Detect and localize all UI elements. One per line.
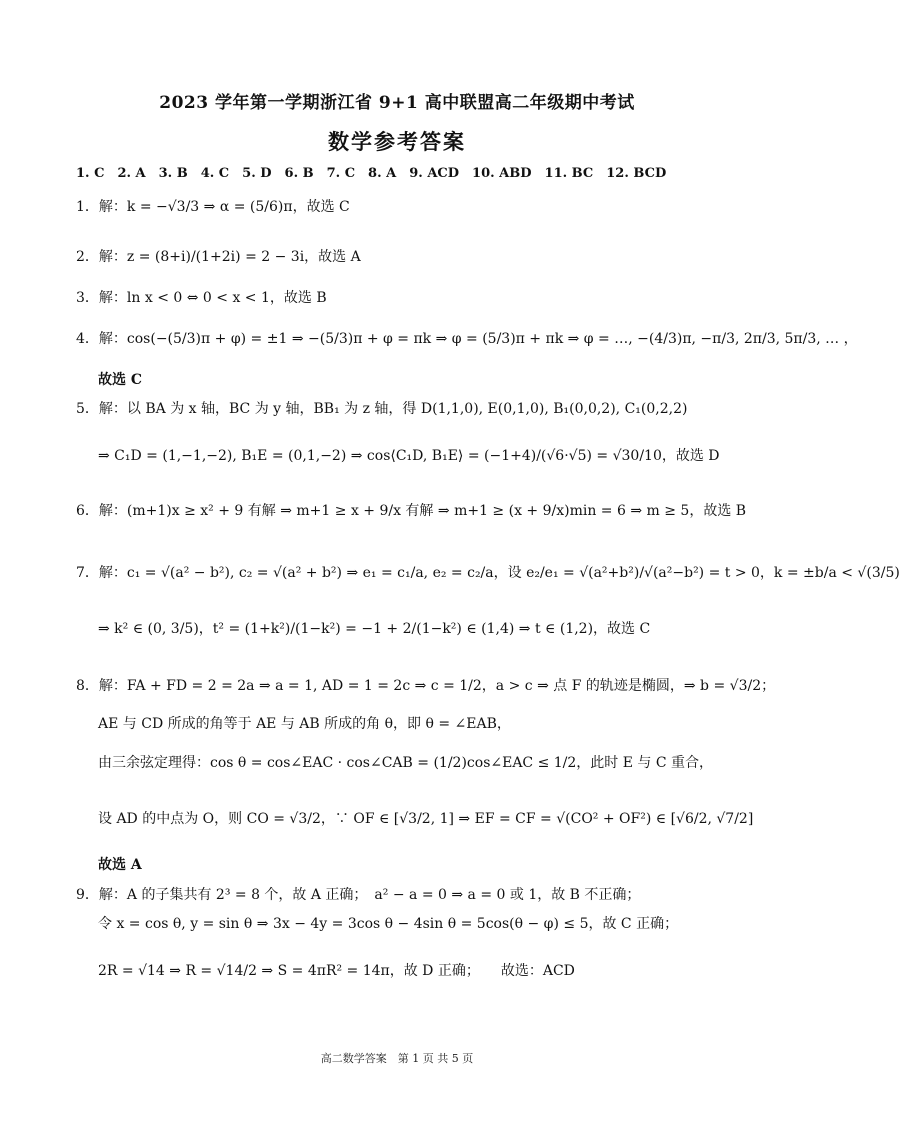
page-footer: 高二数学答案 第 1 页 共 5 页 [320, 1052, 474, 1065]
solution-q6: 6．解：(m+1)x ≥ x² + 9 有解 ⇒ m+1 ≥ x + 9/x 有解 ⇒ m+1 ≥ (x + 9/x)min = 6 ⇒ m ≥ 5，故选 B [76, 503, 747, 519]
solution-q9-line2: 令 x = cos θ, y = sin θ ⇒ 3x − 4y = 3cos θ − 4sin θ = 5cos(θ − φ) ≤ 5，故 C 正确； [98, 916, 679, 932]
solution-q7-cont: ⇒ k² ∈ (0, 3/5)，t² = (1+k²)/(1−k²) = −1 + 2/(1−k²) ∈ (1,4) ⇒ t ∈ (1,2)，故选 C [98, 621, 651, 637]
solution-q5: 5．解：以 BA 为 x 轴，BC 为 y 轴，BB₁ 为 z 轴，得 D(1,1,0), E(0,1,0), B₁(0,0,2), C₁(0,2,2) [76, 401, 688, 417]
solution-q8: 8．解：FA + FD = 2 = 2a ⇒ a = 1, AD = 1 = 2c ⇒ c = 1/2，a > c ⇒ 点 F 的轨迹是椭圆，⇒ b = √3/2； [76, 678, 776, 694]
solution-q4-answer: 故选 C [98, 372, 143, 388]
solution-q3: 3．解：ln x < 0 ⇔ 0 < x < 1，故选 B [76, 290, 327, 306]
page-title: 2023 学年第一学期浙江省 9+1 高中联盟高二年级期中考试 [159, 93, 635, 113]
solution-q9-line3: 2R = √14 ⇒ R = √14/2 ⇒ S = 4πR² = 14π，故 D 正确； 故选：ACD [98, 963, 575, 979]
solution-q8-line2: AE 与 CD 所成的角等于 AE 与 AB 所成的角 θ，即 θ = ∠EAB， [98, 716, 511, 732]
solution-q8-line4: 设 AD 的中点为 O，则 CO = √3/2，∵ OF ∈ [√3/2, 1] ⇒ EF = CF = √(CO² + OF²) ∈ [√6/2, √7/2] [98, 811, 754, 827]
solution-q7: 7．解：c₁ = √(a² − b²), c₂ = √(a² + b²) ⇒ e₁ = c₁/a, e₂ = c₂/a，设 e₂/e₁ = √(a²+b²)/√(a²−b²) = t > 0，k = ±b/a < √(3/5) [76, 565, 900, 581]
solution-q8-line3: 由三余弦定理得：cos θ = cos∠EAC · cos∠CAB = (1/2)cos∠EAC ≤ 1/2，此时 E 与 C 重合， [98, 755, 714, 771]
solution-q5-cont: ⇒ C₁D = (1,−1,−2), B₁E = (0,1,−2) ⇒ cos⟨C₁D, B₁E⟩ = (−1+4)/(√6·√5) = √30/10，故选 D [98, 448, 720, 464]
solution-q4: 4．解：cos(−(5/3)π + φ) = ±1 ⇒ −(5/3)π + φ = πk ⇒ φ = (5/3)π + πk ⇒ φ = …, −(4/3)π, −π/3, 2π/3, 5π/3, … ， [76, 331, 858, 347]
page-subtitle: 数学参考答案 [328, 129, 466, 154]
solution-q9: 9．解：A 的子集共有 2³ = 8 个，故 A 正确； a² − a = 0 ⇒ a = 0 或 1，故 B 不正确； [76, 887, 641, 903]
answer-key: 1. C 2. A 3. B 4. C 5. D 6. B 7. C 8. A 9. ACD 10. ABD 11. BC 12. BCD [76, 166, 667, 181]
solution-q8-answer: 故选 A [98, 857, 142, 873]
solution-q1: 1．解：k = −√3/3 ⇒ α = (5/6)π，故选 C [76, 199, 350, 215]
solution-q2: 2．解：z = (8+i)/(1+2i) = 2 − 3i，故选 A [76, 249, 361, 265]
